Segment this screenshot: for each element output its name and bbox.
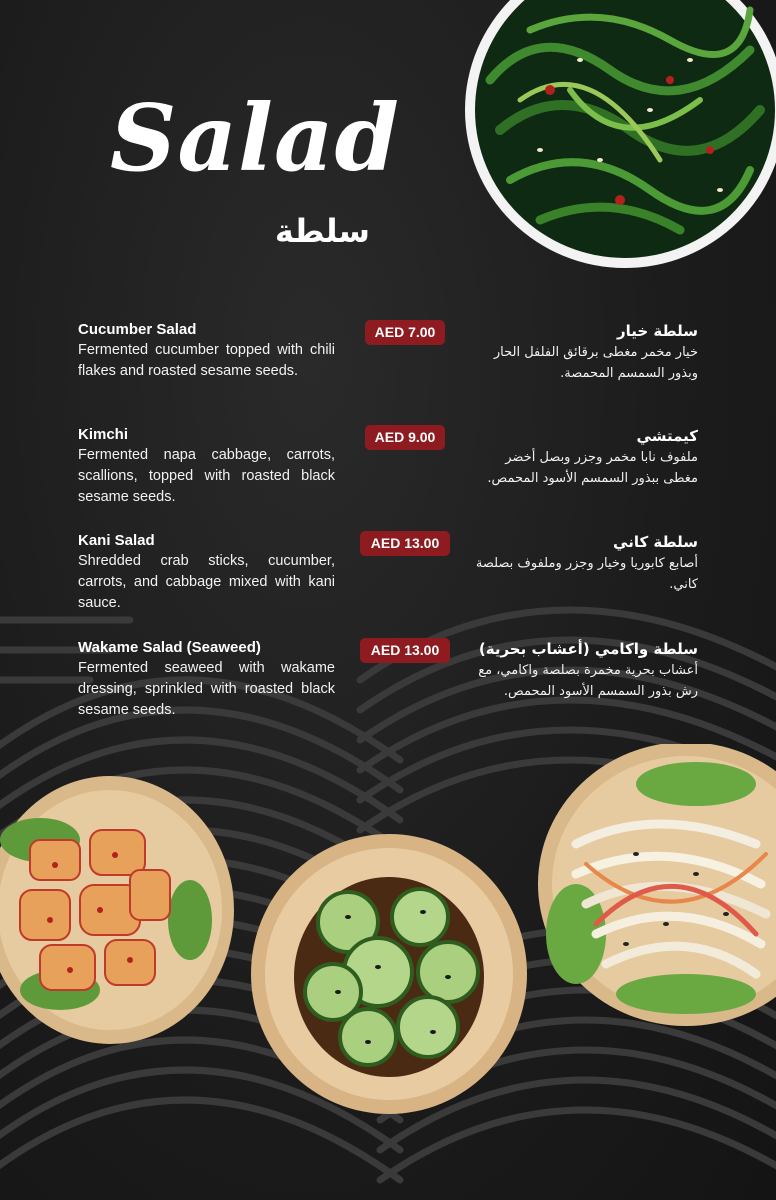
item-description-arabic: أصابع كابوريا وخيار وجزر وملفوف بصلصة كاني.: [475, 556, 698, 592]
item-description: Shredded crab sticks, cucumber, carrots, and cabbage mixed with kani sauce.: [78, 553, 335, 611]
menu-item: [0, 320, 776, 420]
item-name: Kani Salad: [78, 532, 155, 549]
cucumber-salad-plate-image: [248, 832, 530, 1116]
seaweed-salad-bowl-image: [450, 0, 776, 280]
menu-item: [0, 531, 776, 631]
item-description: Fermented napa cabbage, carrots, scallions, topped with roasted black sesame seeds.: [78, 447, 335, 505]
item-arabic: [470, 425, 698, 489]
item-name: Wakame Salad (Seaweed): [78, 639, 261, 656]
page-title-arabic: سلطة: [274, 212, 370, 250]
item-english: [78, 320, 335, 382]
price-badge: AED 7.00: [365, 320, 445, 345]
item-description: Fermented cucumber topped with chili flakes and roasted sesame seeds.: [78, 342, 335, 379]
item-description-arabic: ملفوف نابا مخمر وجزر وبصل أخضر مغطى ببذور السمسم الأسود المحمص.: [487, 450, 698, 486]
item-description-arabic: خيار مخمر مغطى برقائق الفلفل الحار وبذور السمسم المحمصة.: [493, 345, 698, 381]
kani-salad-plate-image: [536, 744, 776, 1034]
item-description: Fermented seaweed with wakame dressing, sprinkled with roasted black sesame seeds.: [78, 660, 335, 718]
price-badge: AED 13.00: [360, 638, 450, 663]
item-english: [78, 638, 335, 721]
item-name-arabic: سلطة خيار: [616, 322, 698, 340]
item-arabic: [470, 320, 698, 384]
item-english: [78, 531, 335, 614]
menu-item: [0, 425, 776, 525]
price-badge: AED 9.00: [365, 425, 445, 450]
item-name: Kimchi: [78, 426, 129, 443]
page-title: Salad: [110, 84, 400, 192]
item-name-arabic: سلطة واكامي (أعشاب بحرية): [478, 640, 698, 658]
item-english: [78, 425, 335, 508]
item-arabic: [470, 638, 698, 702]
item-name-arabic: سلطة كاني: [613, 533, 698, 551]
price-badge: AED 13.00: [360, 531, 450, 556]
item-name-arabic: كيمتشي: [636, 427, 698, 445]
item-description-arabic: أعشاب بحرية مخمرة بصلصة واكامي، مع رش بذور السمسم الأسود المحمص.: [478, 663, 698, 699]
menu-item: [0, 638, 776, 738]
kimchi-plate-image: [0, 770, 240, 1060]
item-name: Cucumber Salad: [78, 321, 197, 338]
item-arabic: [470, 531, 698, 595]
